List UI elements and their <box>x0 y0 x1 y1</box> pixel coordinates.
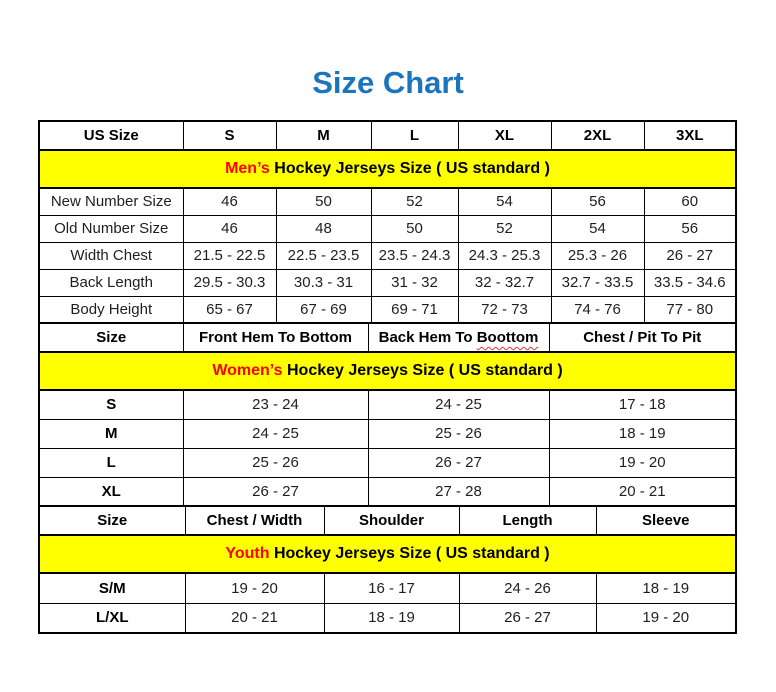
mens-value-cell: 54 <box>551 215 644 242</box>
womens-size-table <box>38 322 737 507</box>
mens-table-row <box>39 188 736 215</box>
mens-value-cell: 32.7 - 33.5 <box>551 269 644 296</box>
mens-value-cell: 74 - 76 <box>551 296 644 323</box>
youth-row-label-1: L/XL <box>39 603 185 633</box>
mens-value-cell: 30.3 - 31 <box>276 269 371 296</box>
youth-value-cell: 16 - 17 <box>324 573 459 603</box>
mens-table-row <box>39 215 736 242</box>
youth-column-header-1: Chest / Width <box>185 506 324 535</box>
youth-row-label-0: S/M <box>39 573 185 603</box>
mens-value-cell: 56 <box>551 188 644 215</box>
mens-value-cell: 52 <box>371 188 458 215</box>
misspelled-word-squiggle: Boottom <box>476 329 539 346</box>
mens-column-header-3: L <box>371 121 458 150</box>
womens-row-label-2: L <box>39 448 183 477</box>
mens-value-cell: 46 <box>183 188 276 215</box>
youth-value-cell: 18 - 19 <box>324 603 459 633</box>
womens-value-cell: 24 - 25 <box>368 390 549 419</box>
mens-banner-highlight: Men’s <box>225 160 270 177</box>
mens-column-header-0: US Size <box>39 121 183 150</box>
youth-value-cell: 24 - 26 <box>459 573 596 603</box>
mens-value-cell: 21.5 - 22.5 <box>183 242 276 269</box>
mens-row-label-2: Width Chest <box>39 242 183 269</box>
youth-banner <box>39 535 736 573</box>
mens-value-cell: 65 - 67 <box>183 296 276 323</box>
mens-value-cell: 77 - 80 <box>644 296 736 323</box>
womens-row-label-3: XL <box>39 477 183 506</box>
mens-value-cell: 32 - 32.7 <box>458 269 551 296</box>
youth-column-header-4: Sleeve <box>596 506 736 535</box>
size-chart-tables <box>38 120 735 634</box>
youth-value-cell: 18 - 19 <box>596 573 736 603</box>
mens-banner <box>39 150 736 188</box>
mens-value-cell: 67 - 69 <box>276 296 371 323</box>
womens-column-header-3: Chest / Pit To Pit <box>549 323 736 352</box>
mens-value-cell: 29.5 - 30.3 <box>183 269 276 296</box>
mens-column-header-1: S <box>183 121 276 150</box>
mens-column-header-6: 3XL <box>644 121 736 150</box>
youth-column-header-3: Length <box>459 506 596 535</box>
mens-value-cell: 72 - 73 <box>458 296 551 323</box>
womens-value-cell: 25 - 26 <box>183 448 368 477</box>
womens-column-header-1: Front Hem To Bottom <box>183 323 368 352</box>
mens-value-cell: 46 <box>183 215 276 242</box>
youth-value-cell: 20 - 21 <box>185 603 324 633</box>
mens-table-row <box>39 242 736 269</box>
youth-column-header-0: Size <box>39 506 185 535</box>
womens-value-cell: 27 - 28 <box>368 477 549 506</box>
womens-value-cell: 25 - 26 <box>368 419 549 448</box>
mens-value-cell: 23.5 - 24.3 <box>371 242 458 269</box>
mens-value-cell: 25.3 - 26 <box>551 242 644 269</box>
youth-banner-text: Hockey Jerseys Size ( US standard ) <box>269 545 550 562</box>
mens-value-cell: 54 <box>458 188 551 215</box>
mens-column-header-2: M <box>276 121 371 150</box>
womens-value-cell: 24 - 25 <box>183 419 368 448</box>
womens-value-cell: 26 - 27 <box>368 448 549 477</box>
womens-value-cell: 26 - 27 <box>183 477 368 506</box>
youth-size-table <box>38 505 737 634</box>
mens-row-label-3: Back Length <box>39 269 183 296</box>
womens-value-cell: 18 - 19 <box>549 419 736 448</box>
youth-value-cell: 26 - 27 <box>459 603 596 633</box>
womens-value-cell: 23 - 24 <box>183 390 368 419</box>
mens-row-label-4: Body Height <box>39 296 183 323</box>
mens-value-cell: 26 - 27 <box>644 242 736 269</box>
womens-banner-highlight: Women’s <box>212 362 283 379</box>
mens-value-cell: 56 <box>644 215 736 242</box>
mens-column-header-5: 2XL <box>551 121 644 150</box>
womens-table-row <box>39 390 736 419</box>
mens-value-cell: 31 - 32 <box>371 269 458 296</box>
womens-banner-text: Hockey Jerseys Size ( US standard ) <box>282 362 563 379</box>
mens-value-cell: 48 <box>276 215 371 242</box>
mens-table-row <box>39 269 736 296</box>
mens-value-cell: 24.3 - 25.3 <box>458 242 551 269</box>
column-header-text: Back Hem To <box>378 329 477 346</box>
womens-row-label-1: M <box>39 419 183 448</box>
mens-value-cell: 69 - 71 <box>371 296 458 323</box>
womens-value-cell: 19 - 20 <box>549 448 736 477</box>
youth-value-cell: 19 - 20 <box>185 573 324 603</box>
youth-table-row <box>39 603 736 633</box>
youth-column-header-2: Shoulder <box>324 506 459 535</box>
womens-table-row <box>39 419 736 448</box>
womens-banner <box>39 352 736 390</box>
page-title: Size Chart <box>312 65 464 100</box>
womens-row-label-0: S <box>39 390 183 419</box>
mens-value-cell: 52 <box>458 215 551 242</box>
mens-banner-text: Hockey Jerseys Size ( US standard ) <box>269 160 550 177</box>
mens-column-header-4: XL <box>458 121 551 150</box>
womens-column-header-0: Size <box>39 323 183 352</box>
womens-value-cell: 20 - 21 <box>549 477 736 506</box>
mens-value-cell: 50 <box>371 215 458 242</box>
mens-value-cell: 60 <box>644 188 736 215</box>
youth-value-cell: 19 - 20 <box>596 603 736 633</box>
mens-row-label-0: New Number Size <box>39 188 183 215</box>
youth-banner-highlight: Youth <box>225 545 270 562</box>
mens-size-table <box>38 120 737 324</box>
womens-column-header-2 <box>368 323 549 352</box>
womens-value-cell: 17 - 18 <box>549 390 736 419</box>
youth-table-row <box>39 573 736 603</box>
womens-table-row <box>39 448 736 477</box>
mens-row-label-1: Old Number Size <box>39 215 183 242</box>
mens-value-cell: 50 <box>276 188 371 215</box>
mens-value-cell: 33.5 - 34.6 <box>644 269 736 296</box>
mens-table-row <box>39 296 736 323</box>
womens-table-row <box>39 477 736 506</box>
mens-value-cell: 22.5 - 23.5 <box>276 242 371 269</box>
